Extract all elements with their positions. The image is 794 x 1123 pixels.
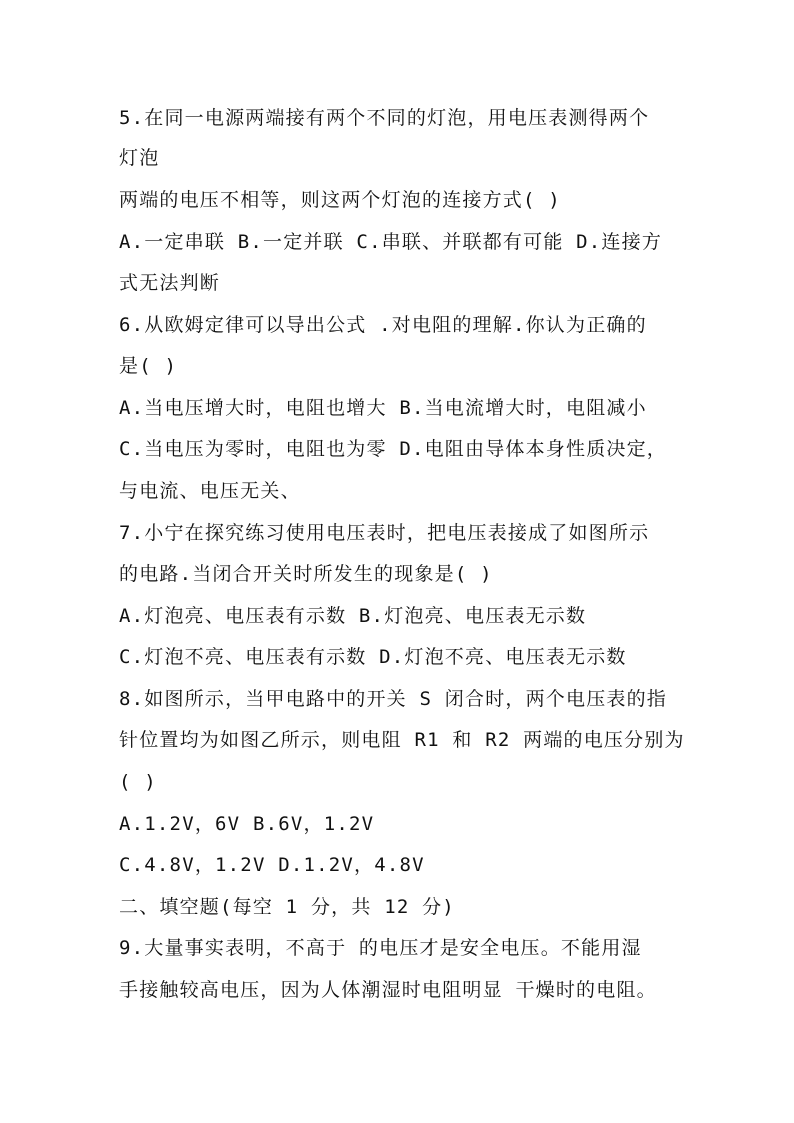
q8-line-2: 针位置均为如图乙所示，则电阻 R1 和 R2 两端的电压分别为 <box>119 729 685 751</box>
q5-line-2: 灯泡 <box>119 147 160 169</box>
q9-line-2: 手接触较高电压，因为人体潮湿时电阻明显 干燥时的电阻。 <box>119 979 657 1001</box>
q5-options-line-1: A.一定串联 B.一定并联 C.串联、并联都有可能 D.连接方 <box>119 231 663 253</box>
q8-line-1: 8.如图所示，当甲电路中的开关 S 闭合时，两个电压表的指 <box>119 688 667 710</box>
q7-line-2: 的电路.当闭合开关时所发生的现象是( ) <box>119 563 493 585</box>
q7-options-line-1: A.灯泡亮、电压表有示数 B.灯泡亮、电压表无示数 <box>119 605 587 627</box>
q6-options-line-1: A.当电压增大时，电阻也增大 B.当电流增大时，电阻减小 <box>119 397 647 419</box>
q8-line-3: ( ) <box>119 771 157 793</box>
q6-options-line-2: C.当电压为零时，电阻也为零 D.电阻由导体本身性质决定， <box>119 438 667 460</box>
q5-options-line-2: 式无法判断 <box>119 272 221 294</box>
q7-line-1: 7.小宁在探究练习使用电压表时，把电压表接成了如图所示 <box>119 522 650 544</box>
q5-line-3: 两端的电压不相等，则这两个灯泡的连接方式( ) <box>119 189 561 211</box>
q5-line-1: 5.在同一电源两端接有两个不同的灯泡，用电压表测得两个 <box>119 107 650 129</box>
q6-line-1: 6.从欧姆定律可以导出公式 .对电阻的理解.你认为正确的 <box>119 314 647 336</box>
q9-line-1: 9.大量事实表明，不高于 的电压才是安全电压。不能用湿 <box>119 937 642 959</box>
q6-options-line-3: 与电流、电压无关、 <box>119 480 301 502</box>
section-heading-fill-in: 二、填空题(每空 1 分，共 12 分) <box>119 896 455 918</box>
q8-options-line-2: C.4.8V，1.2V D.1.2V，4.8V <box>119 854 425 876</box>
q6-line-2: 是( ) <box>119 355 178 377</box>
q8-options-line-1: A.1.2V，6V B.6V，1.2V <box>119 813 375 835</box>
q7-options-line-2: C.灯泡不亮、电压表有示数 D.灯泡不亮、电压表无示数 <box>119 646 627 668</box>
